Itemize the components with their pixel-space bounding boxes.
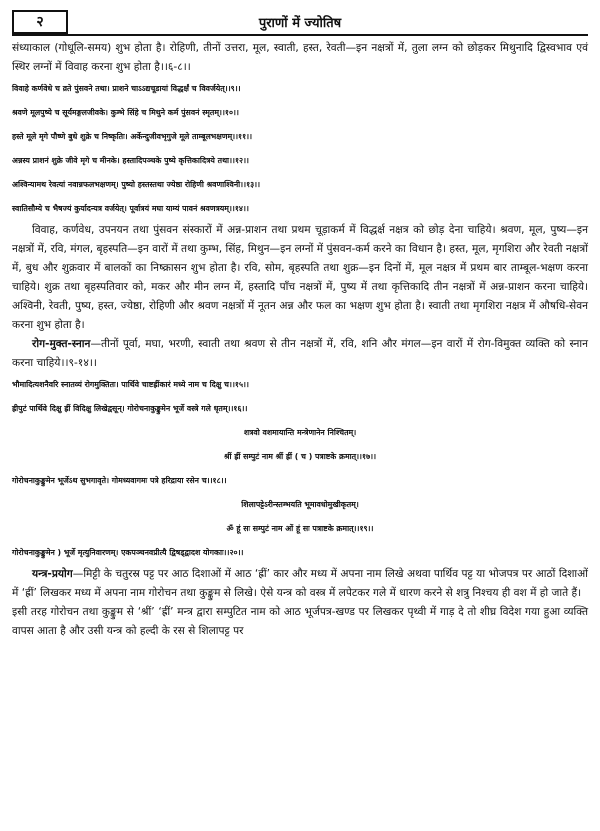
verse-17-line-1: शत्रवो वशमायान्ति मन्त्रेणानेन निश्चितम्। <box>243 428 357 437</box>
running-title: पुराणों में ज्योतिष <box>258 16 342 31</box>
yantra-text: —मिट्टी के चतुरस्र पट्ट पर आठ दिशाओं में आठ ‘ह्रीं’ कार और मध्य में अपना नाम लिखे अथवा पार्थिव पट्ट या भोजपत्र पर आठों दिशाओं में ‘ह्रीं’ लिखकर मध्य में अपना नाम गोरोचन तथा कुङ्कुम से लिखे। ऐसे यन्त्र को वस्त्र में लपेटकर गले में धारण करने से शत्रु निश्चय ही वश में हो जाते हैं। <box>12 568 588 599</box>
verse-20: गोरोचनाकुङ्कुमेन ) भूर्जे मृत्युनिवारणम्। एकपञ्चनवप्रीत्यै द्विषड्द्वादश योगकाः।।२०।। <box>12 548 244 557</box>
verse-18: गोरोचनाकुङ्कुमेन भूर्जेऽथ सुभगावृते। गोमध्यवागमः पत्रे हरिद्राया रसेन च।।१८।। <box>12 476 227 485</box>
verse-19-line-2: ॐ हूं सः सम्पुटं नाम ओं हूं सः पत्राष्टके क्रमात्।।१९।। <box>226 524 374 533</box>
page-header <box>8 10 592 36</box>
paragraph-roga-mukta-snana <box>12 335 588 373</box>
yantra-heading: यन्त्र-प्रयोग <box>32 568 73 580</box>
verse-12: अन्नस्य प्राशनं शुक्रे जीवे मृगे च मीनके। हस्तादिपञ्चके पुष्ये कृत्तिकादित्रये तथा।।१२।। <box>12 156 250 165</box>
verse-block-b <box>8 373 592 565</box>
roga-heading: रोग-मुक्त-स्नान <box>32 338 91 350</box>
roga-text: —तीनों पूर्वा, मघा, भरणी, स्वाती तथा श्रवण से तीन नक्षत्रों में, रवि, शनि और मंगल—इन वारों में रोग-विमुक्त व्यक्ति को स्नान करना चाहिये।।९-१४।। <box>12 338 588 369</box>
verse-10: श्रवणे मूलपुष्ये च सूर्यमङ्गलजीवके। कुम्भे सिंहे च मिथुने कर्म पुंसवनं स्मृतम्।।१०।। <box>12 108 239 117</box>
verse-11: हस्ते मूले मृगे पौष्णे बुधे शुक्रे च निष्कृतिः। अर्केन्दुजीवभृगुजे मूले ताम्बूलभक्षणम्।।११।। <box>12 132 253 141</box>
paragraph-last: इसी तरह गोरोचन तथा कुङ्कुम से ‘श्रीं’ ‘ह्रीं’ मन्त्र द्वारा सम्पुटित नाम को आठ भूर्जपत्र-खण्ड पर लिखकर पृथ्वी में गाड़ दे तो शीघ्र विदेश गया हुआ व्यक्ति वापस आता है और उसी यन्त्र को हल्दी के रस से शिलापट्ट पर <box>12 606 588 637</box>
paragraph-intro: संध्याकाल (गोधूलि-समय) शुभ होता है। रोहिणी, तीनों उत्तरा, मूल, स्वाती, हस्त, रेवती—इन नक्षत्रों में, तुला लग्न को छोड़कर मिथुनादि द्विस्वभाव एवं स्थिर लग्नों में विवाह करना शुभ होता है।।६-८।। <box>12 42 588 73</box>
verse-14: स्वातिसौम्ये च भैषज्यं कुर्यादन्यत्र वर्जयेत्। पूर्वात्रयं मघा याम्यं पावनं श्रवणत्रयम्।।१४।। <box>12 204 249 213</box>
verse-9: विवाहे कर्णवेधे च व्रते पुंसवने तथा। प्राशने चाऽऽद्यचूडायां विद्धर्क्षं च विवर्जयेत्।।९।। <box>12 84 241 93</box>
verse-19-line-1: शिलापट्टेऽरीन्स्तम्भयति भूमावधोमुखीकृतम्। <box>241 500 359 509</box>
paragraph-yantra-prayoga <box>12 565 588 603</box>
header-rule <box>12 34 588 36</box>
verse-16: ह्रीपुटं पार्थिवे दिक्षु ह्रीं विदिक्षु लिखेद्वसून्। गोरोचनाकुङ्कुमेन भूर्जे वस्त्रे गले धृतम्।।१६।। <box>12 404 248 413</box>
page-number: २ <box>12 10 68 34</box>
verse-15: भौमादित्यशनैवरि स्नातव्यं रोगमुक्तितः। पार्थिवे चाष्टह्रींकारं मध्ये नाम च दिक्षु च।।१५।। <box>12 380 249 389</box>
verse-17-line-2: श्रीं ह्रीं सम्पुटं नाम श्रीं ह्रीं ( च ) पत्राष्टके क्रमात्।।१७।। <box>223 452 377 461</box>
verse-block-a <box>8 77 592 221</box>
verse-13: अश्विन्यामथ रेवत्यां नवान्नफलभक्षणम्। पुष्यो हस्तस्तथा ज्येष्ठा रोहिणी श्रवणाश्विनी।।१३।। <box>12 180 261 189</box>
paragraph-explanation: विवाह, कर्णवेध, उपनयन तथा पुंसवन संस्कारों में अन्न-प्राशन तथा प्रथम चूड़ाकर्म में विद्धर्क्ष नक्षत्र को छोड़ देना चाहिये। श्रवण, मूल, पुष्य—इन नक्षत्रों में, रवि, मंगल, बृहस्पति—इन वारों में तथा कुम्भ, सिंह, मिथुन—इन लग्नों में पुंसवन-कर्म करने का विधान है। हस्त, मूल, मृगशिरा और रेवती नक्षत्रों में, बुध और शुक्रवार में बालकों का निष्क्रासन शुभ होता है। रवि, सोम, बृहस्पति तथा शुक्र—इन दिनों में, मूल नक्षत्र में प्रथम बार ताम्बूल-भक्षण करना चाहिये। शुक्र तथा बृहस्पतिवार को, मकर और मीन लग्न में, हस्तादि पाँच नक्षत्रों में, पुष्य में तथा कृत्तिकादि तीन नक्षत्रों में अन्न-प्राशन करना चाहिये। अश्विनी, रेवती, पुष्य, हस्त, ज्येष्ठा, रोहिणी और श्रवण नक्षत्रों में नूतन अन्न और फल का भक्षण शुभ होता है। स्वाती तथा मृगशिरा नक्षत्र में औषधि-सेवन करना शुभ होता है। <box>12 224 588 331</box>
